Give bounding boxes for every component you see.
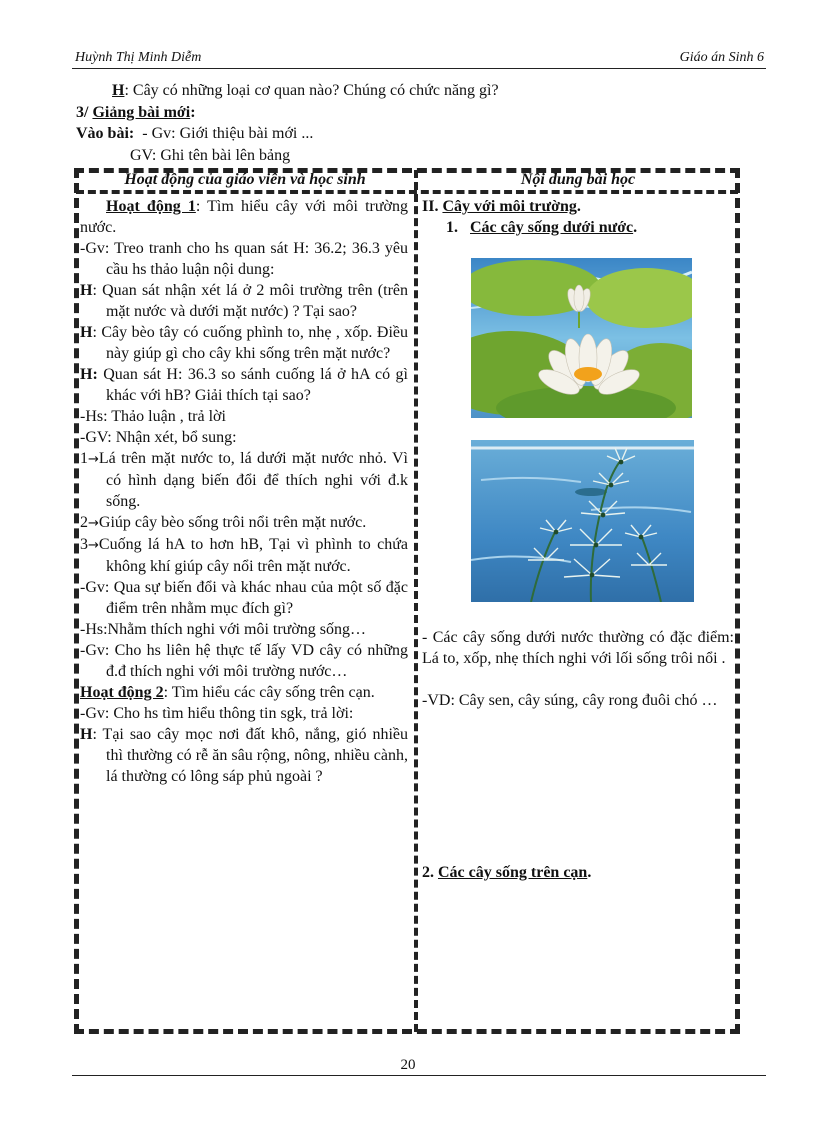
question-4-text: : Tại sao cây mọc nơi đất khô, nắng, gió nhiều thì thường có rễ ăn sâu rộng, nông, nhiều cành, lá thường có lông sáp phủ ngoài ?: [92, 726, 408, 785]
section-number: 3/: [76, 104, 93, 121]
right-column-header: Nội dung bài học: [520, 171, 636, 188]
activity-1: [80, 196, 408, 238]
gv-step-3: -Gv: Qua sự biến đổi và khác nhau của một số đặc điểm trên nhằm mục đích gì?: [80, 579, 408, 617]
footer-rule: [72, 1075, 766, 1076]
section-ii-title: Cây với môi trường: [442, 198, 577, 215]
answer-3: [80, 534, 408, 577]
section-ii-number: II.: [422, 198, 443, 215]
gv-line: GV: Ghi tên bài lên bảng: [130, 147, 291, 164]
example-water-plants: -VD: Cây sen, cây súng, cây rong đuôi chó …: [422, 692, 718, 709]
section-ii-heading: [422, 196, 734, 217]
question-1-label: H: [80, 282, 93, 299]
gv-step-2: -GV: Nhận xét, bổ sung:: [80, 429, 237, 446]
question-label: H: [112, 82, 125, 99]
answer-1: [80, 448, 408, 512]
question-2-text: : Cây bèo tây có cuống phình to, nhẹ , xốp. Điều này giúp gì cho cây khi sống trên mặt nước?: [92, 324, 408, 362]
answer-2-text: Giúp cây bèo sống trôi nổi trên mặt nước.: [98, 514, 367, 531]
water-lily-illustration: [471, 258, 692, 418]
question-3-text: Quan sát H: 36.3 so sánh cuống lá ở hA có gì khác với hB? Giải thích tại sao?: [97, 366, 408, 404]
left-column-header: Hoạt động của giáo viên và học sinh: [124, 171, 366, 188]
subsection-1-heading: [446, 217, 736, 238]
gv-step-4: -Gv: Cho hs liên hệ thực tế lấy VD cây có những đ.đ thích nghi với môi trường nước…: [80, 642, 408, 680]
question-4: [80, 724, 408, 787]
subsection-2-end: .: [587, 864, 592, 881]
subsection-2-title: Các cây sống trên cạn: [438, 864, 588, 881]
subsection-2-number: 2.: [422, 864, 438, 881]
header-author: Huỳnh Thị Minh Diễm: [75, 50, 202, 65]
header-row-divider: [76, 190, 738, 194]
summary-water-plants: - Các cây sống dưới nước thường có đặc điểm: Lá to, xốp, nhẹ thích nghi với lối sống trôi nổi .: [422, 629, 734, 667]
water-lily-image: [471, 258, 692, 418]
section-title: Giảng bài mới: [92, 104, 191, 121]
intro-question: [112, 80, 499, 102]
vao-bai-text: - Gv: Giới thiệu bài mới ...: [134, 125, 314, 142]
question-1: [80, 280, 408, 322]
question-2-label: H: [80, 324, 93, 341]
subsection-1-number: 1.: [446, 219, 458, 236]
subsection-1-end: .: [633, 219, 638, 236]
question-3-label: H:: [80, 366, 98, 383]
answer-1-number: 1: [80, 450, 88, 467]
right-arrow-icon: →: [88, 516, 99, 531]
activity-2-text: : Tìm hiểu các cây sống trên cạn.: [163, 684, 375, 701]
section-heading: [76, 102, 196, 124]
activity-1-label: Hoạt động 1: [106, 198, 196, 215]
answer-2: [80, 512, 408, 534]
hs-step-1: -Hs: Thảo luận , trả lời: [80, 408, 226, 425]
right-arrow-icon: →: [88, 538, 99, 553]
question-3: [80, 364, 408, 406]
page-number: 20: [400, 1057, 416, 1073]
gv-step-1: -Gv: Treo tranh cho hs quan sát H: 36.2; 36.3 yêu cầu hs thảo luận nội dung:: [80, 240, 408, 278]
gv-step-5: -Gv: Cho hs tìm hiểu thông tin sgk, trả lời:: [80, 705, 354, 722]
water-plant-illustration: [471, 440, 694, 602]
question-1-text: : Quan sát nhận xét lá ở 2 môi trường trên (trên mặt nước và dưới mặt nước) ? Tại sao?: [92, 282, 408, 320]
water-plant-image: [471, 440, 694, 602]
activity-2-label: Hoạt động 2: [80, 684, 164, 701]
vao-bai-line: [76, 123, 313, 145]
vao-bai-label: Vào bài:: [76, 125, 135, 142]
activity-2: [80, 682, 408, 703]
answer-1-text: Lá trên mặt nước to, lá dưới mặt nước nhỏ. Vì có hình dạng biến đổi để thích nghi với đ.k sống.: [98, 450, 408, 510]
answer-3-number: 3: [80, 536, 88, 553]
right-arrow-icon: →: [88, 452, 99, 467]
answer-3-text: Cuống lá hA to hơn hB, Tại vì phình to chứa không khí giúp cây nổi trên mặt nước.: [98, 536, 408, 575]
header-rule: [72, 68, 766, 69]
question-text: : Cây có những loại cơ quan nào? Chúng có chức năng gì?: [124, 82, 499, 99]
header-subject: Giáo án Sinh 6: [679, 50, 764, 65]
question-2: [80, 322, 408, 364]
column-divider: [414, 170, 418, 1032]
hs-step-2: -Hs:Nhằm thích nghi với môi trường sống…: [80, 621, 367, 638]
activity-1-text: : Tìm hiểu cây với môi trường nước.: [80, 198, 408, 236]
answer-2-number: 2: [80, 514, 88, 531]
section-colon: :: [190, 104, 196, 121]
subsection-1-title: Các cây sống dưới nước: [470, 219, 634, 236]
section-ii-end: .: [576, 198, 581, 215]
subsection-2-heading: [422, 862, 734, 883]
question-4-label: H: [80, 726, 93, 743]
teacher-student-activities: [80, 196, 408, 787]
